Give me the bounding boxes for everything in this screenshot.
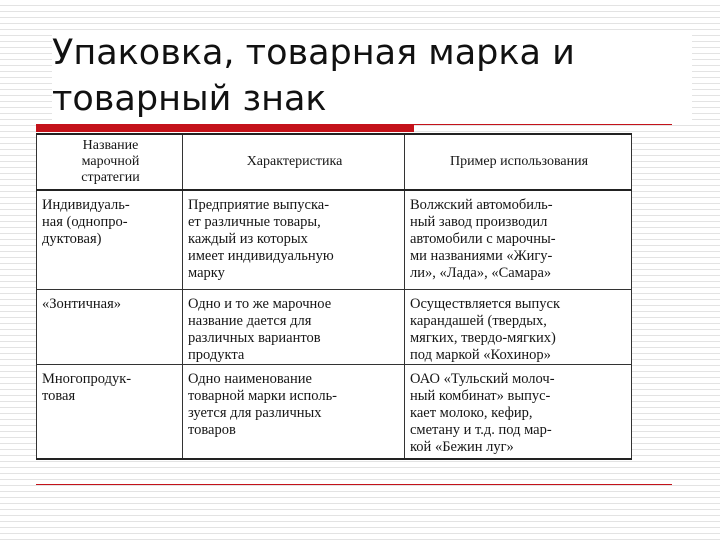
table-row xyxy=(37,364,632,459)
strategy-name-cell: Многопродук- товая xyxy=(37,364,183,459)
footer-divider xyxy=(36,484,672,485)
characteristic-cell: Одно и то же марочное название дается для различных вариантов продукта xyxy=(183,289,405,364)
characteristic-cell: Предприятие выпуска- ет различные товары, каждый из которых имеет индивидуальную марку xyxy=(183,190,405,289)
slide-title: Упаковка, товарная марка и товарный знак xyxy=(52,30,692,122)
header-characteristic: Характеристика xyxy=(183,134,405,190)
example-cell: Волжский автомобиль- ный завод производил автомобили с марочны- ми названиями «Жигу- ли», «Лада», «Самара» xyxy=(405,190,632,289)
table-row xyxy=(37,289,632,364)
title-accent-bar xyxy=(36,124,414,132)
table-row xyxy=(37,190,632,289)
example-cell: Осуществляется выпуск карандашей (твердых, мягких, твердо-мягких) под маркой «Кохинор» xyxy=(405,289,632,364)
title-accent-line xyxy=(414,124,672,125)
strategy-name-cell: Индивидуаль- ная (однопро- дуктовая) xyxy=(37,190,183,289)
header-example: Пример использования xyxy=(405,134,632,190)
example-cell: ОАО «Тульский молоч- ный комбинат» выпус- кает молоко, кефир, сметану и т.д. под мар- кой «Бежин луг» xyxy=(405,364,632,459)
characteristic-cell: Одно наименование товарной марки исполь- зуется для различных товаров xyxy=(183,364,405,459)
brand-strategy-table xyxy=(36,133,632,460)
table-header-row xyxy=(37,134,632,190)
strategy-name-cell: «Зонтичная» xyxy=(37,289,183,364)
header-strategy-name: Название марочной стратегии xyxy=(37,134,183,190)
